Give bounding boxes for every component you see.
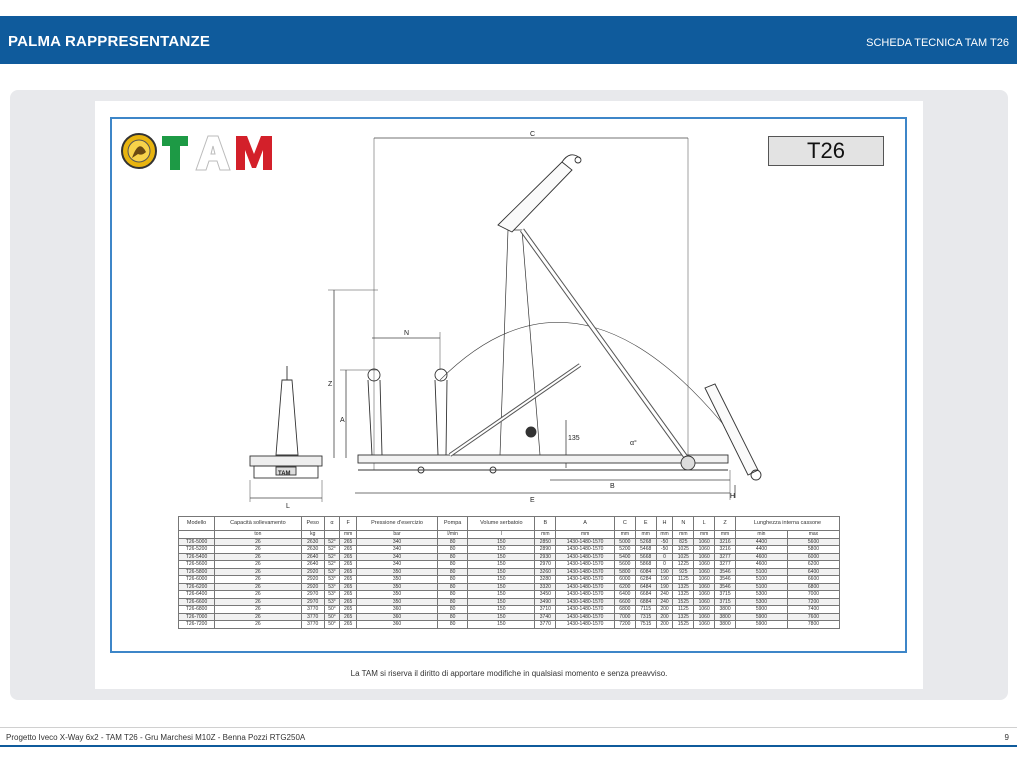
spec-table-cell: 3800	[715, 613, 736, 621]
spec-table-cell: 3770	[301, 613, 324, 621]
dim-label-b: B	[610, 483, 615, 490]
spec-table-cell: T26-6400	[179, 591, 215, 599]
spec-table-cell: 26	[215, 606, 302, 614]
spec-table-cell: 53°	[324, 583, 340, 591]
document-title: SCHEDA TECNICA TAM T26	[866, 37, 1009, 49]
spec-table-cell: 5000	[614, 538, 635, 546]
spec-table-cell: 5668	[635, 553, 656, 561]
spec-table-cell: 5200	[614, 546, 635, 554]
spec-table-cell: 825	[673, 538, 694, 546]
spec-header-cell: E	[635, 517, 656, 531]
spec-table-cell: 52°	[324, 538, 340, 546]
spec-table-cell: T26-5000	[179, 538, 215, 546]
spec-table-cell: 4600	[735, 553, 787, 561]
spec-table-cell: 1430-1480-1570	[556, 576, 615, 584]
spec-table-cell: 3715	[715, 591, 736, 599]
spec-table-cell: 3320	[535, 583, 556, 591]
spec-table-cell: 340	[357, 538, 438, 546]
spec-table-cell: 7200	[787, 598, 839, 606]
spec-table-cell: 2970	[301, 598, 324, 606]
spec-table-cell: 3710	[535, 606, 556, 614]
spec-table-cell: 3770	[535, 621, 556, 629]
spec-table-cell: 26	[215, 546, 302, 554]
spec-table-cell: 52°	[324, 546, 340, 554]
spec-table-cell: 2930	[535, 553, 556, 561]
spec-table-cell: 6000	[614, 576, 635, 584]
spec-table-cell: 150	[468, 606, 535, 614]
spec-table-cell: 3770	[301, 621, 324, 629]
spec-table-cell: 1430-1480-1570	[556, 591, 615, 599]
spec-table-cell: 3546	[715, 583, 736, 591]
spec-table-cell: 2850	[535, 538, 556, 546]
spec-table-cell: 5100	[735, 576, 787, 584]
spec-table-cell: 7515	[635, 621, 656, 629]
spec-table-cell: 1325	[673, 613, 694, 621]
spec-table-cell: 150	[468, 553, 535, 561]
spec-table-cell: 1430-1480-1570	[556, 538, 615, 546]
spec-table-cell: 3277	[715, 553, 736, 561]
spec-table-cell: 2970	[301, 591, 324, 599]
spec-table-cell: 53°	[324, 576, 340, 584]
spec-unit-cell: min	[735, 531, 787, 539]
spec-table-row	[179, 598, 840, 606]
spec-unit-cell: kg	[301, 531, 324, 539]
spec-table-cell: 80	[438, 576, 468, 584]
spec-table-cell: 360	[357, 606, 438, 614]
spec-table-row	[179, 538, 840, 546]
spec-table-cell: 1430-1480-1570	[556, 621, 615, 629]
spec-table-cell: 265	[340, 598, 357, 606]
spec-table-cell: 5100	[735, 568, 787, 576]
spec-table-cell: 190	[656, 583, 673, 591]
spec-table-row	[179, 576, 840, 584]
spec-table-cell: 1060	[694, 546, 715, 554]
spec-table-cell: 150	[468, 568, 535, 576]
spec-table-row	[179, 583, 840, 591]
spec-table-cell: 1430-1480-1570	[556, 598, 615, 606]
spec-table-cell: 2630	[301, 538, 324, 546]
spec-table-cell: 80	[438, 546, 468, 554]
spec-table-cell: 150	[468, 546, 535, 554]
spec-table-body	[179, 531, 840, 629]
spec-table-cell: 265	[340, 546, 357, 554]
spec-table-cell: 240	[656, 591, 673, 599]
spec-header-cell: Pompa	[438, 517, 468, 531]
spec-table-cell: 190	[656, 568, 673, 576]
spec-table-cell: 1060	[694, 591, 715, 599]
spec-table-cell: 350	[357, 591, 438, 599]
spec-table-header	[179, 517, 840, 531]
spec-table-cell: 200	[656, 621, 673, 629]
spec-table-cell: 2920	[301, 576, 324, 584]
spec-table-cell: 240	[656, 598, 673, 606]
spec-table-cell: 5868	[635, 561, 656, 569]
spec-table-cell: 3770	[301, 606, 324, 614]
spec-table-cell: 2640	[301, 561, 324, 569]
spec-unit-cell: mm	[694, 531, 715, 539]
spec-unit-cell	[324, 531, 340, 539]
spec-table-cell: 5900	[735, 606, 787, 614]
spec-table-cell: 150	[468, 538, 535, 546]
spec-table-cell: 50°	[324, 621, 340, 629]
spec-table-cell: 50°	[324, 606, 340, 614]
spec-table-cell: 3280	[535, 576, 556, 584]
footer-divider	[0, 727, 1017, 728]
spec-table-cell: 265	[340, 576, 357, 584]
spec-table-cell: 3216	[715, 538, 736, 546]
spec-table-cell: 3277	[715, 561, 736, 569]
spec-table-cell: 3715	[715, 598, 736, 606]
spec-table-cell: 80	[438, 583, 468, 591]
spec-table-cell: 1430-1480-1570	[556, 606, 615, 614]
spec-table-row	[179, 613, 840, 621]
dim-label-angle: α°	[630, 440, 637, 447]
spec-table-cell: 1025	[673, 546, 694, 554]
spec-table-cell: 150	[468, 613, 535, 621]
spec-table-cell: 26	[215, 598, 302, 606]
spec-unit-cell: mm	[340, 531, 357, 539]
spec-table-cell: 6884	[635, 598, 656, 606]
spec-table-cell: 6800	[614, 606, 635, 614]
spec-table-cell: 3546	[715, 576, 736, 584]
spec-table-cell: 1525	[673, 621, 694, 629]
spec-table-cell: 6600	[787, 576, 839, 584]
spec-table-cell: 5100	[735, 583, 787, 591]
spec-table-cell: 53°	[324, 568, 340, 576]
spec-table-cell: 265	[340, 561, 357, 569]
spec-table-cell: T26-6800	[179, 606, 215, 614]
spec-table-cell: 26	[215, 576, 302, 584]
spec-unit-cell: mm	[715, 531, 736, 539]
spec-table-row	[179, 561, 840, 569]
spec-table-cell: 2630	[301, 546, 324, 554]
spec-table-cell: 3800	[715, 606, 736, 614]
spec-table-cell: 6400	[787, 568, 839, 576]
spec-table-cell: 50°	[324, 613, 340, 621]
spec-table-cell: 150	[468, 576, 535, 584]
side-view	[358, 155, 761, 480]
spec-table-cell: 7400	[787, 606, 839, 614]
spec-table-cell: 0	[656, 553, 673, 561]
spec-table-cell: 4400	[735, 546, 787, 554]
spec-table-cell: 1430-1480-1570	[556, 583, 615, 591]
spec-header-cell: H	[656, 517, 673, 531]
spec-table-cell: 7800	[787, 621, 839, 629]
spec-table-cell: 3260	[535, 568, 556, 576]
spec-table-row	[179, 591, 840, 599]
spec-table-cell: 150	[468, 591, 535, 599]
spec-table-cell: 5400	[614, 553, 635, 561]
spec-table-cell: 5468	[635, 546, 656, 554]
spec-table-cell: 340	[357, 561, 438, 569]
spec-unit-cell: mm	[614, 531, 635, 539]
spec-table-cell: T26-7000	[179, 613, 215, 621]
spec-table-cell: 3740	[535, 613, 556, 621]
disclaimer-text: La TAM si riserva il diritto di apportare modifiche in qualsiasi momento e senza preavviso.	[350, 669, 668, 678]
spec-table-cell: 26	[215, 561, 302, 569]
spec-table-cell: 200	[656, 613, 673, 621]
dim-label-l: L	[286, 503, 290, 510]
spec-table-cell: 1125	[673, 606, 694, 614]
spec-table-cell: 1325	[673, 583, 694, 591]
spec-unit-cell: mm	[535, 531, 556, 539]
spec-table-cell: 190	[656, 576, 673, 584]
spec-table-cell: 265	[340, 613, 357, 621]
spec-table-cell: 80	[438, 538, 468, 546]
spec-table-cell: 0	[656, 561, 673, 569]
spec-table-cell: 340	[357, 546, 438, 554]
spec-table-cell: 80	[438, 561, 468, 569]
spec-header-cell: α	[324, 517, 340, 531]
spec-table-cell: 5800	[614, 568, 635, 576]
spec-table-cell: 3546	[715, 568, 736, 576]
spec-table-cell: 350	[357, 598, 438, 606]
spec-table-cell: 26	[215, 568, 302, 576]
spec-table-cell: 6684	[635, 591, 656, 599]
spec-table-cell: 52°	[324, 553, 340, 561]
spec-table	[178, 516, 840, 629]
spec-table-cell: 5600	[787, 538, 839, 546]
spec-table-cell: 2920	[301, 568, 324, 576]
spec-table-cell: 1025	[673, 553, 694, 561]
spec-table-cell: 7200	[614, 621, 635, 629]
spec-table-cell: 1060	[694, 613, 715, 621]
spec-table-cell: 340	[357, 553, 438, 561]
spec-header-cell: N	[673, 517, 694, 531]
spec-unit-cell: mm	[656, 531, 673, 539]
spec-table-cell: 150	[468, 561, 535, 569]
spec-table-cell: 7000	[787, 591, 839, 599]
spec-table-cell: 7115	[635, 606, 656, 614]
spec-table-cell: 80	[438, 553, 468, 561]
spec-table-cell: -50	[656, 546, 673, 554]
rear-view	[250, 366, 322, 478]
spec-table-row	[179, 621, 840, 629]
spec-table-cell: 6484	[635, 583, 656, 591]
brand-title: PALMA RAPPRESENTANZE	[8, 33, 211, 50]
spec-header-cell: B	[535, 517, 556, 531]
spec-table-cell: 5900	[735, 613, 787, 621]
spec-table-cell: 150	[468, 598, 535, 606]
spec-table-cell: 80	[438, 621, 468, 629]
spec-table-cell: 5600	[614, 561, 635, 569]
spec-unit-cell: mm	[673, 531, 694, 539]
dim-label-e: E	[530, 497, 535, 504]
spec-table-cell: 1430-1480-1570	[556, 561, 615, 569]
dim-label-h: H	[730, 493, 736, 500]
spec-table-cell: 5900	[735, 621, 787, 629]
spec-table-cell: 1060	[694, 621, 715, 629]
rear-plate-text: TAM	[278, 471, 291, 477]
spec-table-cell: 53°	[324, 591, 340, 599]
spec-unit-cell: ton	[215, 531, 302, 539]
spec-table-cell: 3450	[535, 591, 556, 599]
spec-unit-cell: max	[787, 531, 839, 539]
spec-table-cell: T26-6200	[179, 583, 215, 591]
spec-header-cell: Z	[715, 517, 736, 531]
spec-table-cell: 350	[357, 576, 438, 584]
spec-table-cell: 1060	[694, 598, 715, 606]
spec-table-cell: 350	[357, 583, 438, 591]
spec-table-cell: 150	[468, 621, 535, 629]
spec-table-cell: 5300	[735, 598, 787, 606]
spec-table-cell: 1430-1480-1570	[556, 568, 615, 576]
spec-table-cell: 1060	[694, 583, 715, 591]
spec-table-cell: 265	[340, 553, 357, 561]
spec-table-cell: 3490	[535, 598, 556, 606]
spec-table-row	[179, 553, 840, 561]
spec-table-cell: 2970	[535, 561, 556, 569]
spec-table-cell: 200	[656, 606, 673, 614]
spec-table-cell: 265	[340, 606, 357, 614]
spec-header-cell: L	[694, 517, 715, 531]
spec-table-cell: 1125	[673, 576, 694, 584]
spec-table-cell: 1060	[694, 568, 715, 576]
spec-unit-cell	[179, 531, 215, 539]
spec-table-cell: 1225	[673, 561, 694, 569]
spec-table-cell: 1430-1480-1570	[556, 613, 615, 621]
spec-table-cell: 150	[468, 583, 535, 591]
spec-table-cell: 1060	[694, 561, 715, 569]
spec-table-cell: 265	[340, 621, 357, 629]
spec-table-cell: 265	[340, 568, 357, 576]
spec-table-cell: 6800	[787, 583, 839, 591]
spec-table-cell: T26-5600	[179, 561, 215, 569]
spec-table-cell: T26-5800	[179, 568, 215, 576]
spec-header-cell: Volume serbatoio	[468, 517, 535, 531]
spec-table-cell: 26	[215, 621, 302, 629]
spec-table-cell: 360	[357, 621, 438, 629]
spec-table-cell: 80	[438, 591, 468, 599]
dim-label-135: 135	[568, 435, 580, 442]
footer-text: Progetto Iveco X-Way 6x2 - TAM T26 - Gru Marchesi M10Z - Benna Pozzi RTG250A	[6, 733, 306, 742]
spec-table-cell: 6200	[614, 583, 635, 591]
spec-table-row	[179, 606, 840, 614]
spec-table-cell: 1325	[673, 591, 694, 599]
spec-table-cell: 6284	[635, 576, 656, 584]
spec-table-cell: 80	[438, 568, 468, 576]
spec-table-cell: T26-5200	[179, 546, 215, 554]
dim-label-c: C	[530, 131, 536, 138]
page-number: 9	[1004, 733, 1009, 742]
spec-table-cell: 6000	[787, 553, 839, 561]
spec-unit-cell: mm	[635, 531, 656, 539]
spec-table-cell: 1430-1480-1570	[556, 546, 615, 554]
spec-table-cell: 3800	[715, 621, 736, 629]
spec-table-cell: 6400	[614, 591, 635, 599]
spec-header-cell: Modello	[179, 517, 215, 531]
spec-table-cell: 1060	[694, 538, 715, 546]
spec-table-cell: 7000	[614, 613, 635, 621]
dim-label-n: N	[404, 330, 410, 337]
spec-table-cell: 5300	[735, 591, 787, 599]
spec-table-cell: 5268	[635, 538, 656, 546]
spec-header-cell: Lunghezza interna cassone	[735, 517, 839, 531]
footer-bar	[0, 745, 1017, 747]
spec-table-cell: 80	[438, 606, 468, 614]
spec-table-cell: 350	[357, 568, 438, 576]
spec-table-cell: 2890	[535, 546, 556, 554]
spec-table-cell: 4600	[735, 561, 787, 569]
spec-table-cell: 1430-1480-1570	[556, 553, 615, 561]
header-bar	[0, 16, 1017, 64]
spec-header-cell: Peso	[301, 517, 324, 531]
spec-table-cell: 6600	[614, 598, 635, 606]
spec-table-cell: T26-6000	[179, 576, 215, 584]
spec-table-cell: 80	[438, 598, 468, 606]
spec-table-cell: 265	[340, 538, 357, 546]
model-label: T26	[768, 136, 884, 166]
dim-label-z: Z	[328, 381, 333, 388]
spec-table-cell: 5800	[787, 546, 839, 554]
spec-table-cell: 7600	[787, 613, 839, 621]
spec-table-cell: 1060	[694, 576, 715, 584]
spec-unit-cell: bar	[357, 531, 438, 539]
spec-table-cell: 1060	[694, 606, 715, 614]
spec-table-cell: 265	[340, 583, 357, 591]
spec-table-cell: 53°	[324, 598, 340, 606]
spec-table-cell: 26	[215, 591, 302, 599]
spec-table-cell: 80	[438, 613, 468, 621]
spec-header-cell: Capacità sollevamento	[215, 517, 302, 531]
spec-table-cell: 52°	[324, 561, 340, 569]
spec-header-cell: A	[556, 517, 615, 531]
spec-table-row	[179, 568, 840, 576]
spec-header-cell: Pressione d'esercizio	[357, 517, 438, 531]
spec-table-cell: 1060	[694, 553, 715, 561]
spec-unit-cell: l/min	[438, 531, 468, 539]
spec-table-cell: 26	[215, 553, 302, 561]
spec-table-cell: 26	[215, 613, 302, 621]
spec-table-cell: 2640	[301, 553, 324, 561]
hooklift-drawing	[110, 130, 907, 515]
spec-units-row	[179, 531, 840, 539]
spec-table-cell: 1525	[673, 598, 694, 606]
dim-label-a: A	[340, 417, 345, 424]
spec-table-cell: 26	[215, 583, 302, 591]
spec-table-cell: 2920	[301, 583, 324, 591]
spec-table-cell: 265	[340, 591, 357, 599]
spec-table-cell: -50	[656, 538, 673, 546]
spec-table-cell: T26-7200	[179, 621, 215, 629]
spec-table-cell: 3216	[715, 546, 736, 554]
spec-unit-cell: mm	[556, 531, 615, 539]
spec-unit-cell: l	[468, 531, 535, 539]
spec-table-cell: 4400	[735, 538, 787, 546]
spec-table-cell: 7315	[635, 613, 656, 621]
spec-table-cell: 925	[673, 568, 694, 576]
spec-header-cell: F	[340, 517, 357, 531]
spec-table-cell: 6200	[787, 561, 839, 569]
spec-table-cell: T26-6600	[179, 598, 215, 606]
spec-table-cell: T26-5400	[179, 553, 215, 561]
spec-table-cell: 26	[215, 538, 302, 546]
spec-header-cell: C	[614, 517, 635, 531]
spec-table-cell: 6084	[635, 568, 656, 576]
spec-table-row	[179, 546, 840, 554]
spec-table-cell: 360	[357, 613, 438, 621]
